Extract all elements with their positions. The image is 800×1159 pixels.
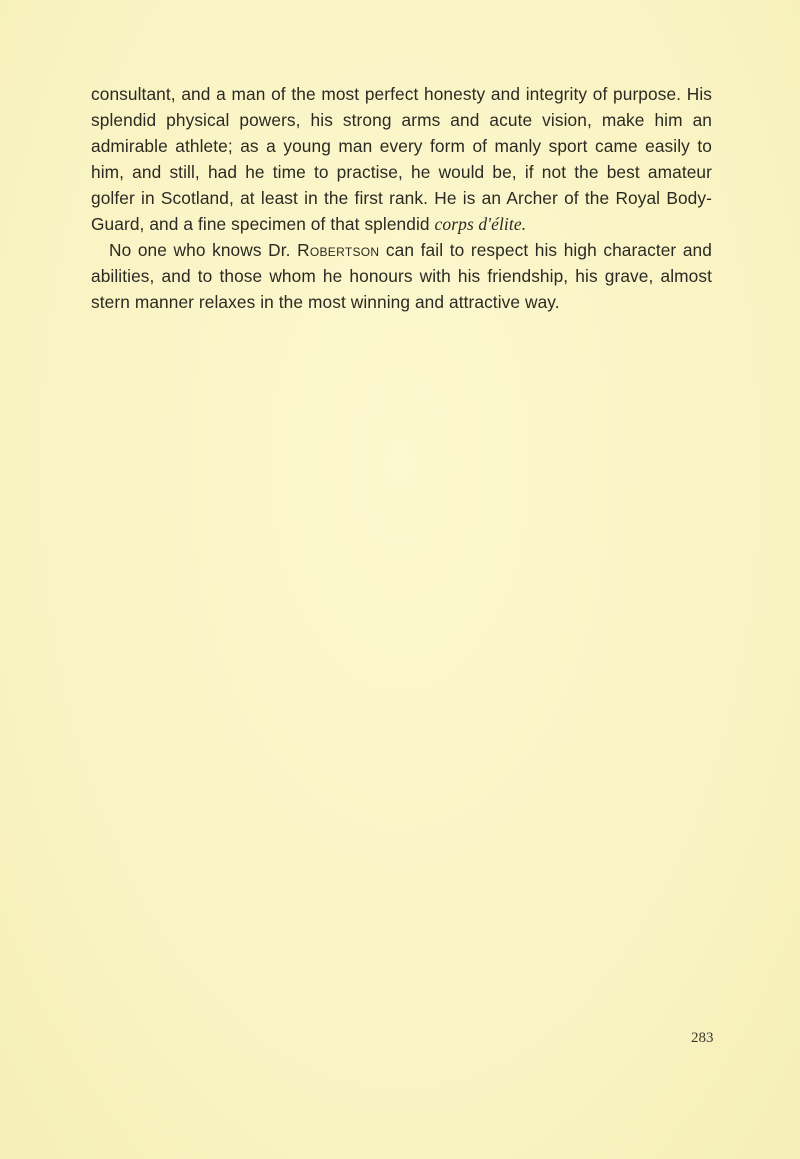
- page-number: 283: [691, 1030, 714, 1046]
- paragraph-2-lead: No one who knows Dr.: [109, 240, 298, 260]
- body-text: [91, 81, 712, 315]
- paragraph-1-text: consultant, and a man of the most perfect honesty and integrity of purpose. His splendid physical powers, his strong arms and acute vision, make him an admirable athlete; as a young man every form of manly sport came easily to him, and still, had he time to practise, he would be, if not the best amateur golfer in Scotland, at least in the first rank. He is an Archer of the Royal Body-Guard, and a fine specimen of that splendid: [91, 84, 712, 234]
- italic-phrase: corps d'élite.: [434, 214, 527, 234]
- paragraph-2-text: can fail to respect his high character and abilities, and to those whom he honours with his friendship, his grave, almost stern manner relaxes in the most winning and attractive way.: [91, 240, 712, 312]
- name-smallcaps: Robertson: [297, 240, 380, 260]
- paragraph-2: [91, 237, 712, 315]
- paragraph-1: [91, 81, 712, 237]
